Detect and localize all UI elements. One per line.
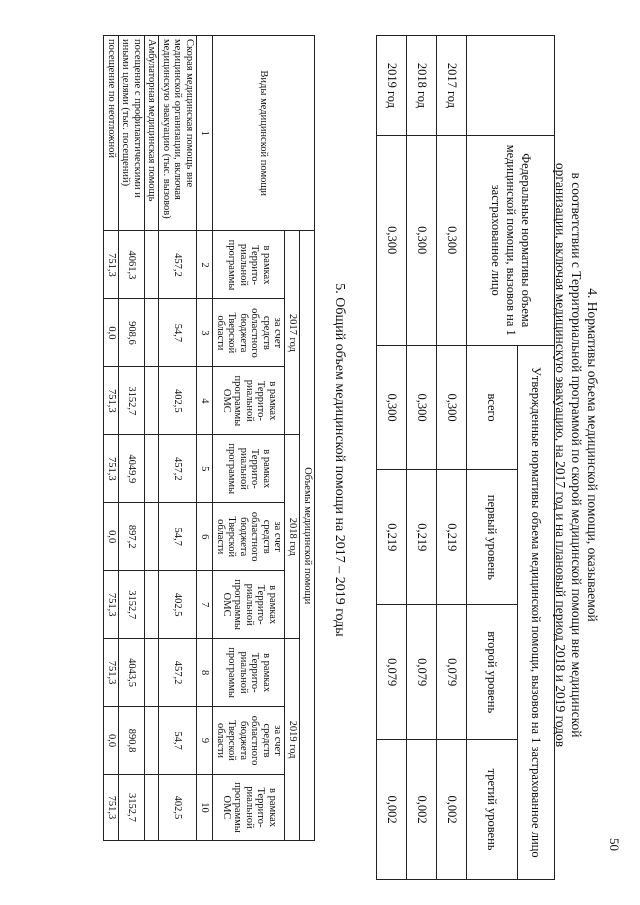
- subheader-regional-budget: за счет средств областного бюджета Тверской области: [213, 503, 285, 571]
- subheader-territorial: в рамках Террито-риальной программы: [213, 639, 285, 707]
- table-cell: 457,2: [159, 639, 197, 707]
- table-cell: [145, 707, 160, 775]
- table-cell: 751,3: [104, 571, 119, 639]
- table-cell: 751,3: [104, 774, 119, 840]
- section4-title-line: организации, включая медицинскую эвакуацию, на 2017 год и на плановый период 2018 и 2019 годов: [553, 162, 568, 748]
- table-cell: 908,6: [119, 299, 145, 367]
- subheader-oms: в рамках Террито-риальной программы ОМС: [213, 774, 285, 840]
- cell-federal: 0,300: [437, 135, 467, 345]
- section4-title-line: 4. Нормативы объема медицинской помощи, оказываемой: [585, 288, 600, 622]
- table-row: [119, 36, 145, 841]
- header-approved: Утвержденные нормативы объема медицинской помощи, вызовов на 1 застрахованное лицо: [518, 345, 555, 879]
- col-number: 2: [197, 231, 214, 299]
- col-number: 9: [197, 707, 214, 775]
- cell-federal: 0,300: [407, 135, 437, 345]
- row-year: 2019 год: [377, 36, 407, 136]
- table-cell: 897,2: [119, 503, 145, 571]
- table-row: [407, 36, 437, 880]
- table-cell: 54,7: [159, 299, 197, 367]
- table-cell: [145, 231, 160, 299]
- header-year-2017: 2017 год: [285, 231, 300, 435]
- col-number: 8: [197, 639, 214, 707]
- table-cell: 751,3: [104, 367, 119, 435]
- subheader-level1: первый уровень: [467, 470, 518, 605]
- header-federal: Федеральные нормативы объема медицинской помощи, вызовов на 1 застрахованное лицо: [467, 135, 555, 345]
- section4-table: [376, 35, 555, 880]
- cell-level3: 0,002: [437, 740, 467, 880]
- table-cell: 890,8: [119, 707, 145, 775]
- page-number: 50: [607, 838, 622, 851]
- cell-federal: 0,300: [377, 135, 407, 345]
- row-label: посещение с профилактическими и иными целями (тыс. посещений): [119, 36, 145, 231]
- row-label: Амбулаторная медицинская помощь: [145, 36, 160, 231]
- table-cell: 4049,9: [119, 435, 145, 503]
- header-empty-cell: [467, 36, 555, 136]
- cell-total: 0,300: [437, 345, 467, 470]
- table-cell: 3152,7: [119, 367, 145, 435]
- table-cell: [145, 774, 160, 840]
- subheader-oms: в рамках Террито-риальной программы ОМС: [213, 367, 285, 435]
- table-cell: [145, 503, 160, 571]
- cell-level2: 0,079: [377, 605, 407, 740]
- table-row: [104, 36, 119, 841]
- subheader-territorial: в рамках Террито-риальной программы: [213, 231, 285, 299]
- section4-title: [552, 140, 600, 770]
- table-cell: 457,2: [159, 435, 197, 503]
- cell-level1: 0,219: [377, 470, 407, 605]
- subheader-territorial: в рамках Террито-риальной программы: [213, 435, 285, 503]
- col-number: 7: [197, 571, 214, 639]
- row-label: посещение по неотложной: [104, 36, 119, 231]
- col-number: 3: [197, 299, 214, 367]
- subheader-oms: в рамках Террито-риальной программы ОМС: [213, 571, 285, 639]
- cell-level3: 0,002: [377, 740, 407, 880]
- table-cell: 0,0: [104, 707, 119, 775]
- header-volumes: Объемы медицинской помощи: [300, 231, 315, 841]
- header-kinds: Виды медицинской помощи: [213, 36, 315, 231]
- table-cell: 751,3: [104, 639, 119, 707]
- subheader-regional-budget: за счет средств областного бюджета Тверской области: [213, 299, 285, 367]
- row-year: 2018 год: [407, 36, 437, 136]
- col-number: 10: [197, 774, 214, 840]
- cell-level3: 0,002: [407, 740, 437, 880]
- table-row: [377, 36, 407, 880]
- header-year-2018: 2018 год: [285, 435, 300, 639]
- subheader-total: всего: [467, 345, 518, 470]
- table-cell: 457,2: [159, 231, 197, 299]
- col-number: 1: [197, 36, 214, 231]
- table-cell: [145, 639, 160, 707]
- subheader-level3: третий уровень: [467, 740, 518, 880]
- table-cell: 4043,5: [119, 639, 145, 707]
- table-cell: [145, 367, 160, 435]
- table-cell: 751,3: [104, 231, 119, 299]
- table-cell: 402,5: [159, 774, 197, 840]
- row-label: Скорая медицинская помощь вне медицинской организации, включая медицинскую эвакуацию (тыс. вызовов): [159, 36, 197, 231]
- subheader-regional-budget: за счет средств областного бюджета Тверской области: [213, 707, 285, 775]
- cell-level1: 0,219: [437, 470, 467, 605]
- header-year-2019: 2019 год: [285, 639, 300, 841]
- table-cell: 3152,7: [119, 774, 145, 840]
- col-number: 6: [197, 503, 214, 571]
- table-row: [437, 36, 467, 880]
- column-numbers-row: [197, 36, 214, 841]
- table-cell: [145, 299, 160, 367]
- cell-level1: 0,219: [407, 470, 437, 605]
- section5-title: 5. Общий объем медицинской помощи на 2017 – 2019 годы: [332, 283, 347, 637]
- cell-level2: 0,079: [407, 605, 437, 740]
- cell-total: 0,300: [407, 345, 437, 470]
- section5-table: [104, 35, 316, 841]
- table-cell: 0,0: [104, 503, 119, 571]
- subheader-level2: второй уровень: [467, 605, 518, 740]
- table-cell: 3152,7: [119, 571, 145, 639]
- table-cell: 54,7: [159, 707, 197, 775]
- table-cell: 751,3: [104, 435, 119, 503]
- table-cell: 402,5: [159, 571, 197, 639]
- cell-level2: 0,079: [437, 605, 467, 740]
- table-cell: 0,0: [104, 299, 119, 367]
- row-year: 2017 год: [437, 36, 467, 136]
- cell-total: 0,300: [377, 345, 407, 470]
- col-number: 4: [197, 367, 214, 435]
- table-cell: [145, 435, 160, 503]
- table-cell: 54,7: [159, 503, 197, 571]
- table-cell: [145, 571, 160, 639]
- table-cell: 402,5: [159, 367, 197, 435]
- col-number: 5: [197, 435, 214, 503]
- table-cell: 4061,3: [119, 231, 145, 299]
- table-row: [145, 36, 160, 841]
- table-row: [159, 36, 197, 841]
- section4-title-line: в соответствии с Территориальной программой по скорой медицинской помощи вне медицинской: [569, 172, 584, 738]
